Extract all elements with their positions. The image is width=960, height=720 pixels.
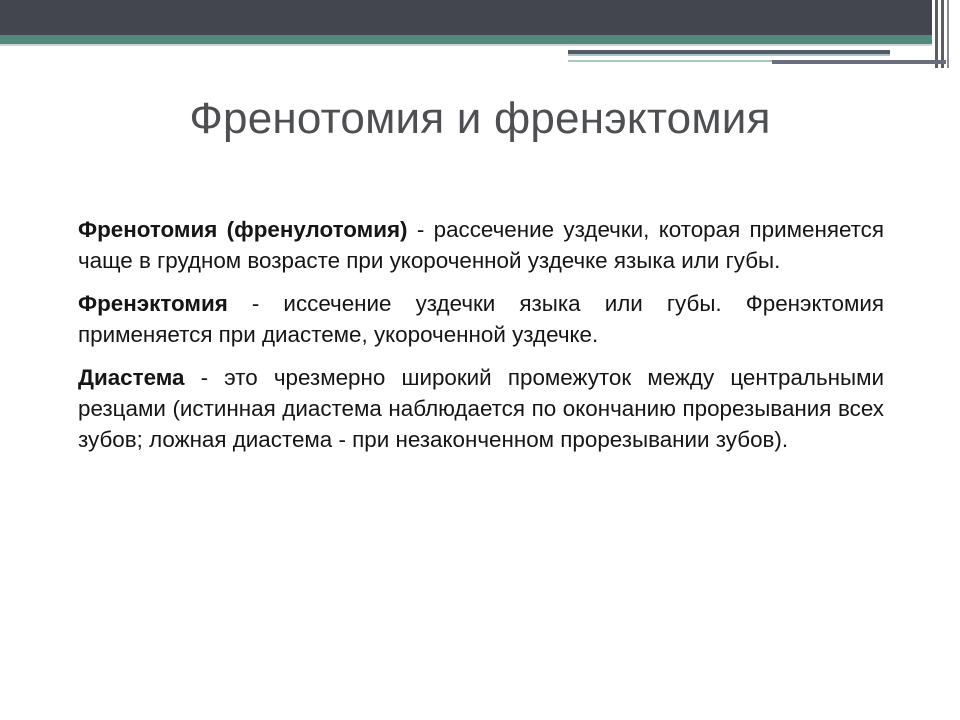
decorative-post (947, 0, 949, 68)
term-frenotomy: Френотомия (френулотомия) (78, 217, 408, 242)
definition-frenectomy: - иссечение уздечки языка или губы. Френэктомия применяется при диастеме, укороченной уздечке. (78, 291, 884, 347)
decorative-post (935, 0, 938, 68)
decorative-bar (568, 54, 890, 56)
slide-body (78, 214, 884, 467)
paragraph-frenotomy (78, 214, 884, 276)
definition-diastema: - это чрезмерно широкий промежуток между центральными резцами (истинная диастема наблюдается по окончанию прорезывания всех зубов; ложная диастема - при незаконченном прорезывании зубов). (78, 365, 884, 452)
header-band-dark (0, 0, 932, 35)
term-diastema: Диастема (78, 365, 185, 390)
decorative-bar (772, 60, 946, 64)
header-band-teal (0, 35, 932, 44)
paragraph-diastema (78, 362, 884, 455)
definition-frenotomy: - рассечение уздечки, которая применяется чаще в грудном возрасте при укороченной уздечке языка или губы. (78, 217, 884, 273)
decorative-post (941, 0, 944, 68)
paragraph-frenectomy (78, 288, 884, 350)
header-band-light (0, 44, 932, 46)
decorative-bar (568, 60, 772, 62)
term-frenectomy: Френэктомия (78, 291, 228, 316)
slide-title: Френотомия и френэктомия (189, 94, 771, 143)
